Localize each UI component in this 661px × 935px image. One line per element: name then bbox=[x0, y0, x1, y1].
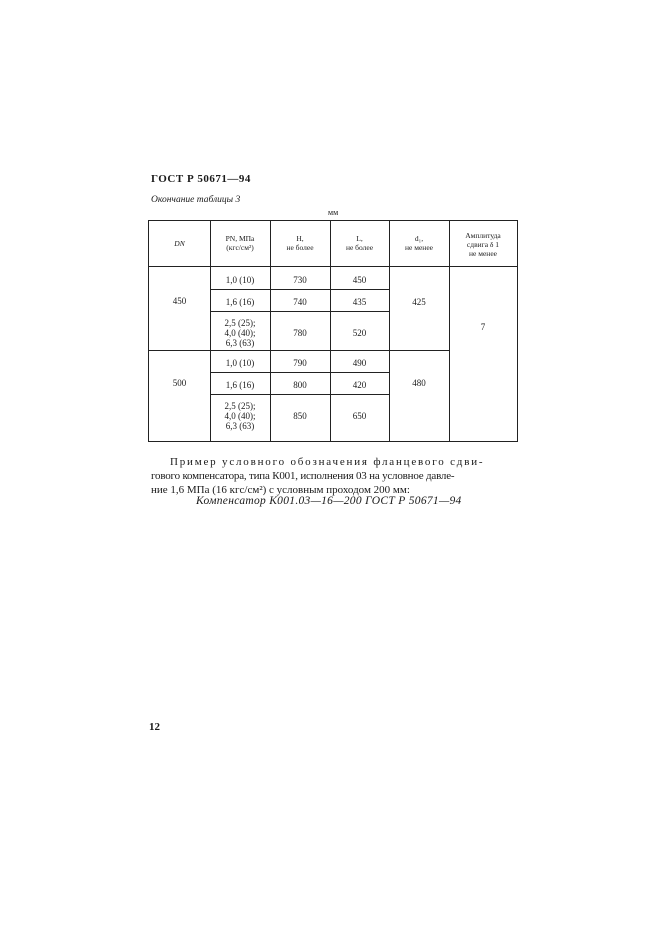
cell-pn: 1,6 (16) bbox=[225, 297, 255, 307]
document-header: ГОСТ Р 50671—94 bbox=[151, 173, 251, 185]
header-pn-line2: (кгс/см²) bbox=[226, 243, 254, 252]
header-divider bbox=[149, 266, 517, 267]
table-unit: мм bbox=[328, 208, 339, 217]
header-pn bbox=[210, 234, 270, 252]
header-h-line2: не более bbox=[286, 243, 314, 252]
cell-pn: 1,6 (16) bbox=[225, 380, 255, 390]
header-h bbox=[270, 234, 330, 252]
group-divider bbox=[149, 350, 449, 351]
cell-pn-line: 2,5 (25); bbox=[224, 401, 256, 411]
example-line-1: Пример условного обозначения фланцевого сдви- bbox=[170, 456, 485, 468]
page-number: 12 bbox=[149, 721, 160, 733]
header-amplitude-line2: сдвига δ 1 bbox=[466, 240, 500, 249]
cell-d1: 425 bbox=[412, 297, 426, 307]
header-l-line1: L, bbox=[356, 234, 363, 243]
cell-l: 650 bbox=[352, 411, 367, 421]
cell-l: 435 bbox=[352, 297, 367, 307]
cell-pn-line: 4,0 (40); bbox=[224, 328, 256, 338]
cell-h: 730 bbox=[293, 275, 307, 285]
header-d1 bbox=[389, 234, 449, 252]
cell-l: 420 bbox=[352, 380, 367, 390]
cell-pn-line: 6,3 (63) bbox=[225, 421, 255, 431]
cell-pn: 1,0 (10) bbox=[225, 275, 255, 285]
cell-l: 520 bbox=[352, 328, 367, 338]
header-l-line2: не более bbox=[345, 243, 374, 252]
row-divider bbox=[210, 289, 389, 290]
cell-l: 450 bbox=[352, 275, 367, 285]
example-line-2: гового компенсатора, типа К001, исполнения 03 на условное давле- bbox=[151, 470, 455, 482]
header-d1-line2: не менее bbox=[405, 243, 433, 252]
cell-h: 780 bbox=[293, 328, 307, 338]
cell-h: 740 bbox=[293, 297, 307, 307]
col-divider bbox=[389, 221, 390, 441]
cell-pn-multi bbox=[210, 401, 270, 431]
header-pn-line1: PN, МПа bbox=[225, 234, 255, 243]
designation-example: Компенсатор К001.03—16—200 ГОСТ Р 50671—94 bbox=[196, 495, 462, 507]
row-divider bbox=[210, 372, 389, 373]
cell-dn: 500 bbox=[172, 378, 187, 388]
table-caption: Окончание таблицы 3 bbox=[151, 195, 241, 205]
cell-l: 490 bbox=[352, 358, 367, 368]
cell-pn-line: 4,0 (40); bbox=[224, 411, 256, 421]
header-amplitude-line3: не менее bbox=[469, 249, 497, 258]
cell-h: 850 bbox=[293, 411, 307, 421]
header-dn: DN bbox=[174, 239, 185, 248]
header-amplitude bbox=[449, 231, 517, 258]
cell-h: 790 bbox=[293, 358, 307, 368]
row-divider bbox=[210, 394, 389, 395]
header-h-line1: H, bbox=[296, 234, 304, 243]
row-divider bbox=[210, 311, 389, 312]
header-amplitude-line1: Амплитуда bbox=[465, 231, 501, 240]
example-line-3: ние 1,6 МПа (16 кгс/см²) с условным проходом 200 мм: bbox=[151, 484, 410, 496]
header-l bbox=[330, 234, 389, 252]
cell-pn: 1,0 (10) bbox=[225, 358, 255, 368]
cell-amplitude: 7 bbox=[480, 322, 486, 332]
header-d1-line1: d₁, bbox=[414, 234, 424, 243]
cell-pn-line: 2,5 (25); bbox=[224, 318, 256, 328]
cell-pn-multi bbox=[210, 318, 270, 348]
data-table bbox=[148, 220, 518, 442]
cell-dn: 450 bbox=[172, 296, 187, 306]
cell-d1: 480 bbox=[412, 378, 426, 388]
cell-pn-line: 6,3 (63) bbox=[225, 338, 255, 348]
cell-h: 800 bbox=[293, 380, 307, 390]
